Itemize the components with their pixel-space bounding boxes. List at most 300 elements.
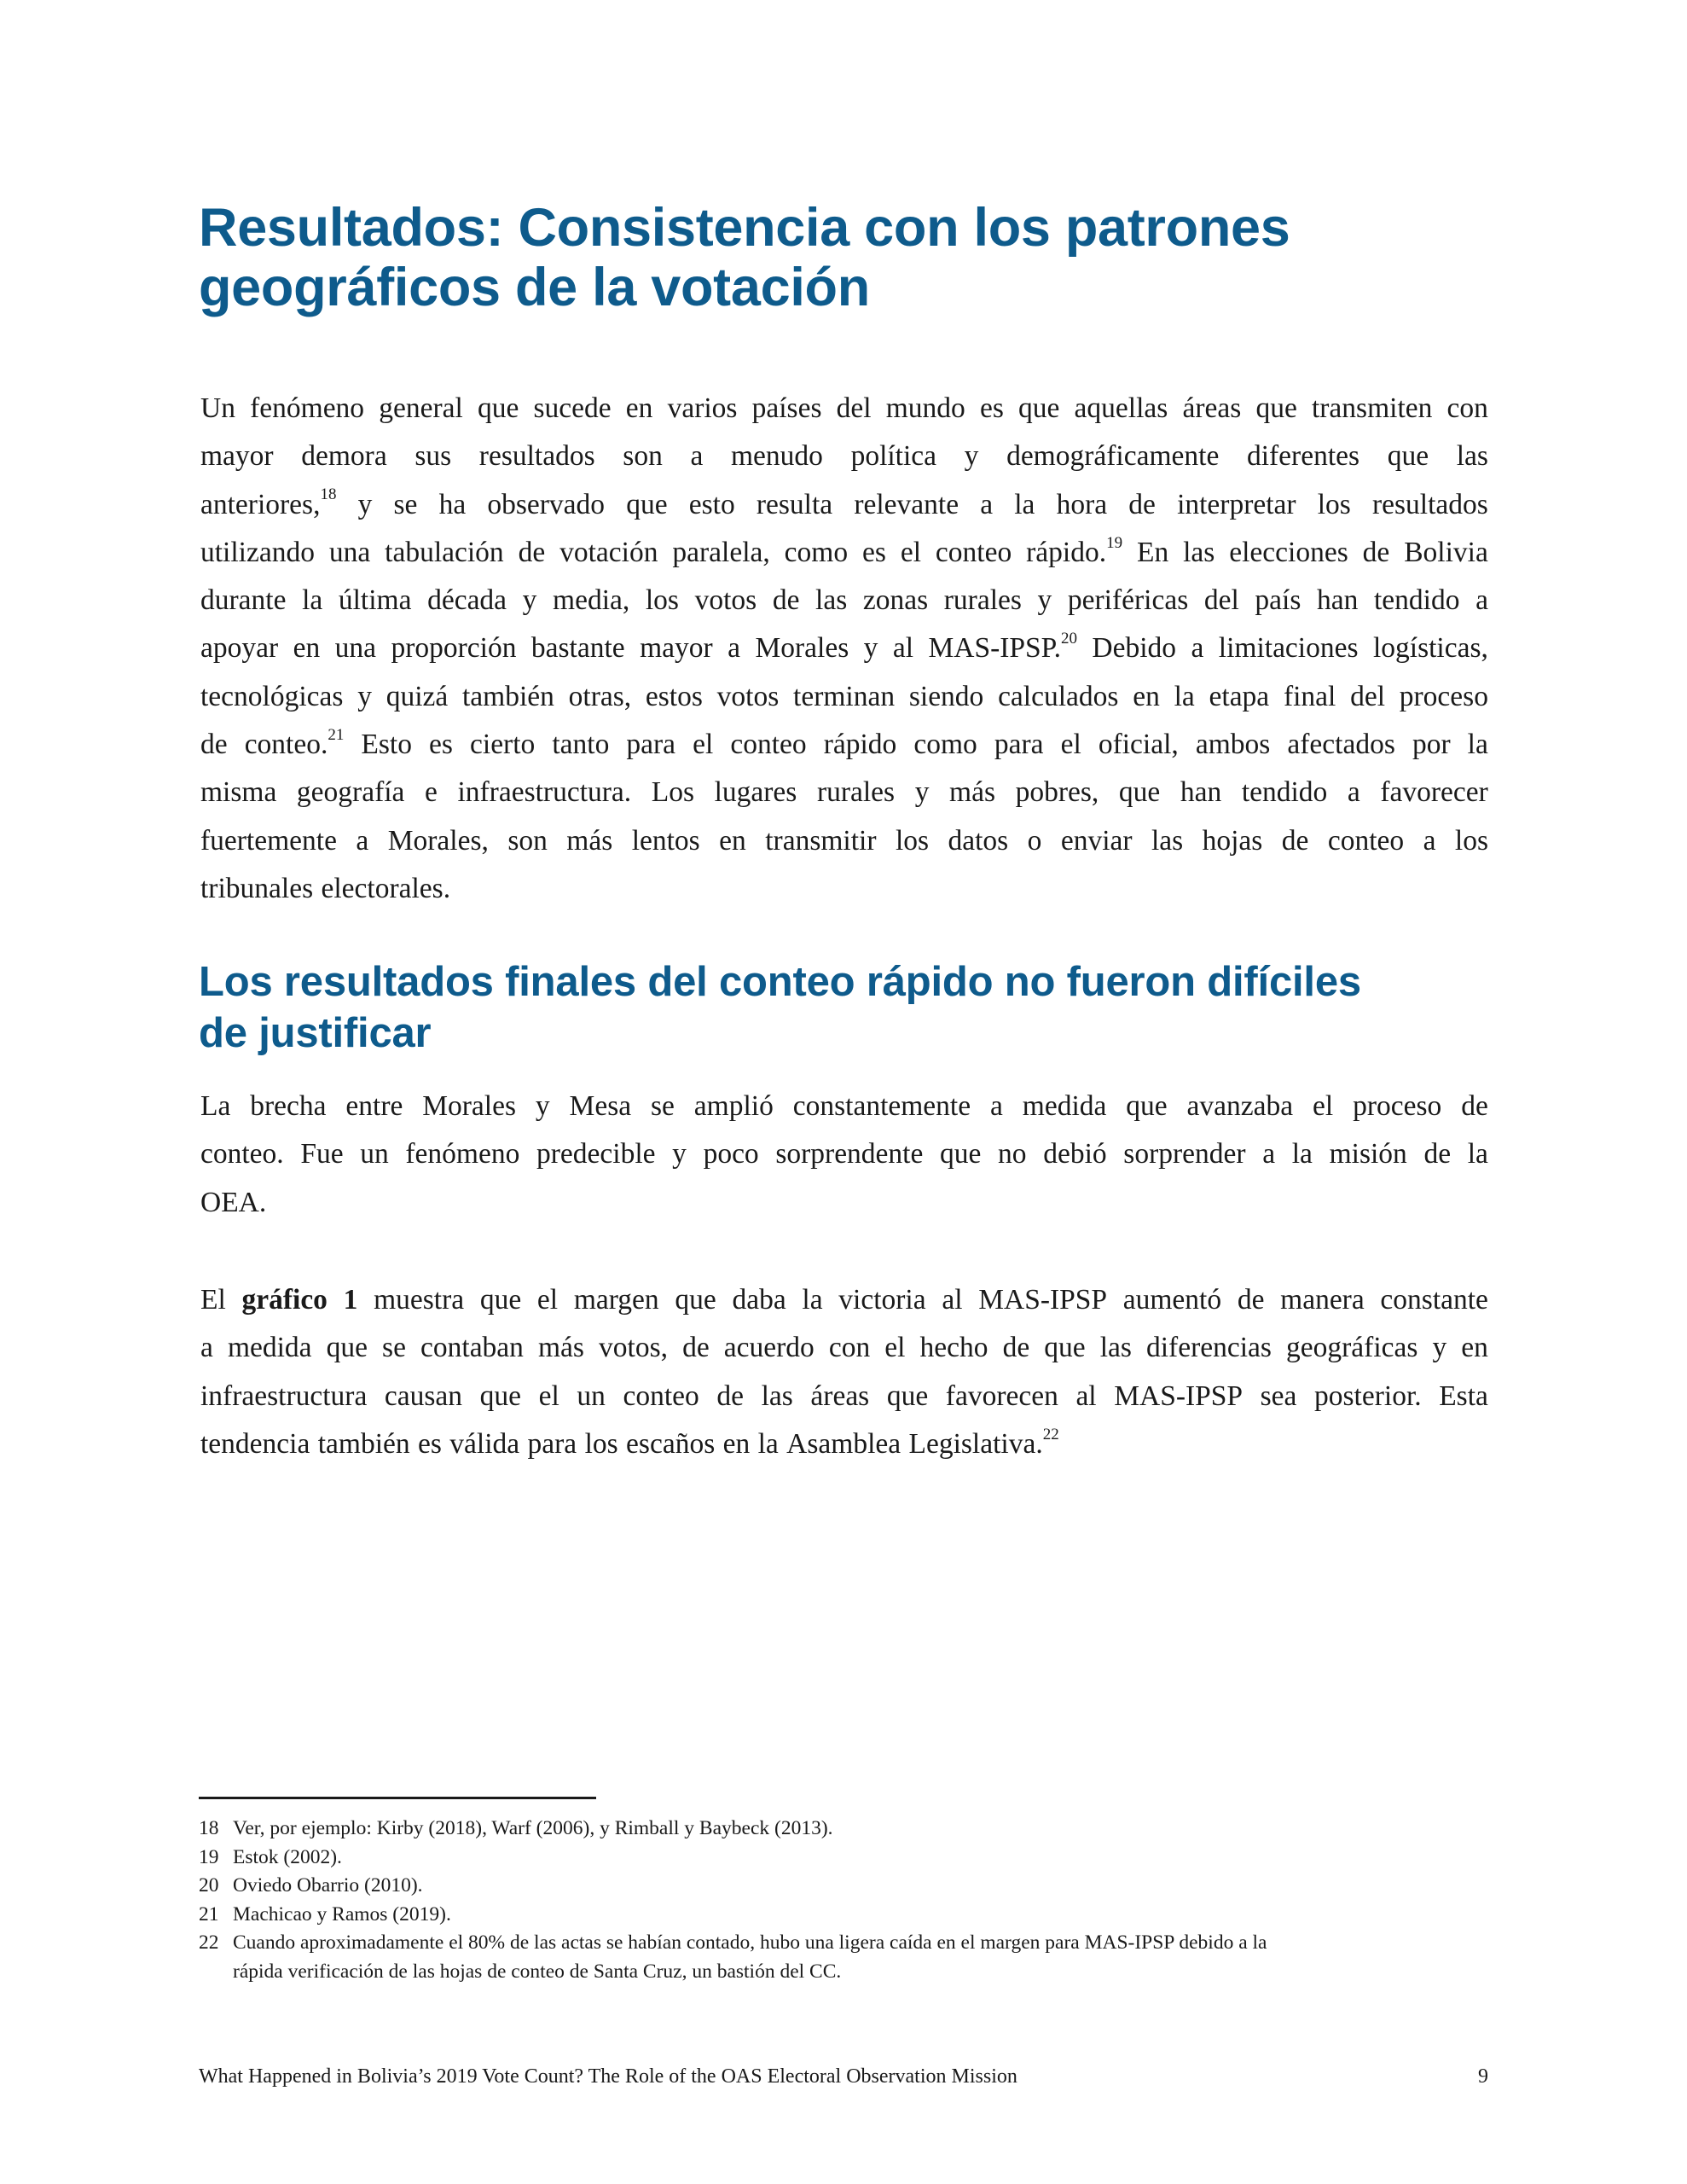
word: de [200, 729, 228, 761]
word: aumentó [1122, 1284, 1222, 1316]
word: al [892, 632, 914, 665]
word: las [1099, 1332, 1132, 1364]
word: en [1461, 1332, 1488, 1364]
footnote-reference[interactable]: 18 [320, 485, 337, 504]
word-group [388, 817, 489, 865]
word: demográficamente [1006, 440, 1220, 473]
word-group [946, 1373, 1058, 1420]
word: son [507, 824, 548, 857]
word-group [1400, 673, 1488, 721]
word-group [1123, 1276, 1221, 1324]
word-group [519, 529, 546, 577]
word: la [1014, 488, 1035, 520]
word-group [245, 721, 345, 769]
word-group [1282, 817, 1309, 865]
word: los [1317, 488, 1351, 520]
word: medida [227, 1332, 312, 1364]
text-line [200, 1420, 1488, 1468]
word: que [940, 1138, 982, 1170]
word: a [1423, 824, 1436, 857]
word: al [1075, 1380, 1097, 1412]
word: daba [732, 1284, 786, 1316]
word: etapa [1209, 680, 1270, 712]
word: estos [645, 680, 703, 712]
word-group [507, 817, 548, 865]
word: interpretar [1177, 488, 1296, 520]
word: medida [1022, 1090, 1107, 1122]
word: a [980, 488, 994, 520]
word-group [1068, 577, 1188, 624]
word: Los [651, 776, 694, 809]
word-group [385, 1373, 462, 1420]
word: MAS-IPSP [1114, 1380, 1244, 1412]
word-group [200, 673, 343, 721]
word: por [1412, 729, 1451, 761]
word: e [425, 776, 438, 809]
word-group [1099, 721, 1179, 769]
word: anteriores, [200, 488, 321, 520]
footnote-number: 21 [199, 1902, 219, 1926]
word: resulta [756, 488, 833, 520]
word-group [523, 577, 537, 624]
word-group [854, 481, 959, 529]
word-group [695, 577, 757, 624]
word-group [646, 673, 703, 721]
word-group [994, 721, 1044, 769]
word: Mesa [569, 1090, 632, 1122]
word: final [1283, 680, 1336, 712]
word: predecible [536, 1138, 656, 1170]
word-group [998, 673, 1118, 721]
word: es [979, 392, 1004, 424]
word-group [536, 1130, 656, 1178]
word: de [1002, 1332, 1030, 1364]
word: misión [1329, 1138, 1407, 1170]
word: causan [384, 1380, 463, 1412]
word: quizá [386, 680, 449, 712]
word-group [851, 433, 936, 480]
word: Esto [361, 729, 412, 761]
word-group [793, 1083, 971, 1130]
word: es [429, 729, 453, 761]
word-group [837, 385, 872, 433]
subsection-title-line: de justificar [199, 1010, 432, 1056]
word-group [1182, 385, 1241, 433]
word: sorprender [1123, 1138, 1246, 1170]
word: afectados [1287, 729, 1395, 761]
word: sus [415, 440, 452, 473]
word: a [728, 632, 741, 665]
word-group [909, 673, 983, 721]
word: fenómeno [250, 392, 365, 424]
word: Asamblea [786, 1427, 901, 1460]
paragraph-geographic-patterns [200, 385, 1488, 913]
text-line [200, 1179, 1488, 1227]
word: muestra [374, 1284, 465, 1316]
word: manera [1280, 1284, 1365, 1316]
word: del [836, 392, 872, 424]
footnote-22 [199, 1929, 1495, 1986]
word-group [773, 577, 800, 624]
word: zonas [862, 584, 929, 617]
word: cierto [470, 729, 536, 761]
word: de [772, 584, 800, 617]
word: conteo. [244, 729, 328, 761]
word: de [682, 1332, 710, 1364]
word-group [623, 433, 663, 480]
word-group [386, 673, 449, 721]
word-group [913, 721, 977, 769]
word-group [802, 1276, 822, 1324]
word-group [200, 721, 228, 769]
word-group [626, 721, 675, 769]
word-group [717, 673, 780, 721]
word: debió [1043, 1138, 1107, 1170]
word: la [1467, 729, 1488, 761]
word: rápido [823, 729, 897, 761]
word-group [1353, 1083, 1441, 1130]
word: y [672, 1138, 687, 1170]
word: áreas [1182, 392, 1242, 424]
footnote-text [233, 1872, 1495, 1901]
word-group [200, 1276, 226, 1324]
word: que [1387, 440, 1429, 473]
word-group [1123, 1130, 1245, 1178]
word-group [948, 817, 1008, 865]
word: oficial, [1098, 729, 1179, 761]
word: MAS-IPSP. [928, 632, 1061, 665]
word-group [731, 433, 823, 480]
word: en [1133, 680, 1160, 712]
word-group [1016, 769, 1099, 816]
word-group [1183, 529, 1215, 577]
word-group [689, 481, 735, 529]
word: es [862, 536, 886, 568]
word-group [480, 1373, 521, 1420]
text-line [200, 1083, 1488, 1130]
text-line [200, 1276, 1488, 1324]
text-line [200, 673, 1488, 721]
word-group [318, 1420, 410, 1468]
word-group [1374, 577, 1459, 624]
word-group [1026, 529, 1122, 577]
word-group [297, 769, 404, 816]
word-group [462, 673, 554, 721]
word: Un [200, 392, 235, 424]
word-group [1204, 577, 1239, 624]
word: geográficas [1286, 1332, 1418, 1364]
word: rurales [943, 584, 1022, 617]
word-group [915, 769, 930, 816]
word-group [422, 1083, 516, 1130]
footnote-number: 20 [199, 1874, 219, 1896]
word: y [1037, 584, 1052, 617]
word: de [1423, 1138, 1452, 1170]
word-group [1286, 1324, 1417, 1372]
word: resultados [1371, 488, 1488, 520]
word-group [415, 433, 451, 480]
word: general [379, 392, 463, 424]
word-group [200, 769, 276, 816]
word: mayor [200, 440, 274, 473]
word-group [300, 1130, 343, 1178]
word-group [862, 529, 886, 577]
word-group [405, 1130, 519, 1178]
word-group [1146, 1324, 1272, 1372]
word: tabulación [385, 536, 504, 568]
word: no [998, 1138, 1027, 1170]
word: la [1291, 1138, 1313, 1170]
word: proceso [1399, 680, 1488, 712]
word: contaban [420, 1332, 524, 1364]
word-group [577, 1373, 606, 1420]
word-group [693, 721, 713, 769]
word-group [528, 1420, 577, 1468]
word-group [228, 1324, 312, 1372]
footnote-text [233, 1844, 1495, 1873]
word: de [518, 536, 546, 568]
word: lugares [714, 776, 797, 809]
word-group [374, 1276, 464, 1324]
word-group [429, 721, 453, 769]
word-group [250, 385, 364, 433]
word-group [382, 1324, 406, 1372]
word-group [1014, 481, 1035, 529]
footnote-line: rápida verificación de las hojas de conteo de Santa Cruz, un bastión del CC. [233, 1960, 842, 1983]
word-group [909, 1420, 1059, 1468]
word: del [1203, 584, 1239, 617]
word-group [480, 1276, 521, 1324]
word: ambos [1195, 729, 1271, 761]
word-group [672, 1130, 687, 1178]
word-group [1219, 624, 1359, 672]
word: relevante [854, 488, 959, 520]
word: las [1183, 536, 1215, 568]
word-group [940, 1130, 981, 1178]
word: tendencia [200, 1427, 310, 1460]
word: mundo [885, 392, 965, 424]
word: constantemente [792, 1090, 971, 1122]
footnote-text [233, 1815, 1495, 1844]
word: los [645, 584, 679, 617]
word-group [1177, 481, 1296, 529]
word-group [1262, 1130, 1275, 1178]
bold-text: gráfico [241, 1284, 328, 1316]
word-group [758, 1420, 779, 1468]
word-group [1247, 433, 1359, 480]
word-group [1255, 385, 1296, 433]
word: a [356, 824, 369, 857]
word-group [815, 577, 847, 624]
word-group [1439, 1373, 1488, 1420]
word: hora [1056, 488, 1108, 520]
word-group [569, 673, 632, 721]
word-group [570, 1083, 632, 1130]
word-group [1404, 529, 1488, 577]
word: que [675, 1284, 716, 1316]
word: conteo [730, 729, 807, 761]
paragraph-chart-reference [200, 1276, 1488, 1468]
word: elecciones [1229, 536, 1348, 568]
text-line [200, 817, 1488, 865]
word: Esta [1439, 1380, 1488, 1412]
word-group [241, 1276, 327, 1324]
word: datos [948, 824, 1009, 857]
word: a [1347, 776, 1360, 809]
word-group [1018, 385, 1059, 433]
word: conteo [935, 536, 1012, 568]
text-line [200, 577, 1488, 624]
word-group [1468, 721, 1488, 769]
word: de [1128, 488, 1156, 520]
word-group [1455, 817, 1488, 865]
word-group [1203, 817, 1263, 865]
word: con [828, 1332, 871, 1364]
word-group [690, 433, 703, 480]
word: los [1454, 824, 1488, 857]
word: amplió [693, 1090, 774, 1122]
word: tanto [552, 729, 610, 761]
word-group [1028, 817, 1042, 865]
word-group [200, 1083, 230, 1130]
word: siendo [908, 680, 984, 712]
word-group [293, 624, 321, 672]
word: en [722, 1427, 751, 1460]
footnote-reference[interactable]: 21 [328, 725, 345, 744]
word-group [538, 1324, 584, 1372]
word-group [724, 1324, 815, 1372]
word: en [719, 824, 746, 857]
word-group [574, 1276, 659, 1324]
word: conteo [623, 1380, 699, 1412]
word: Legislativa. [908, 1427, 1043, 1460]
word: MAS-IPSP [978, 1284, 1108, 1316]
word-group [200, 624, 278, 672]
word-group [719, 817, 746, 865]
word-group [1238, 1276, 1265, 1324]
word: política [850, 440, 937, 473]
word-group [824, 721, 897, 769]
word: hecho [919, 1332, 988, 1364]
word-group [339, 577, 412, 624]
word: país [1255, 584, 1301, 617]
word-group [1423, 1130, 1451, 1178]
footnote-reference[interactable]: 22 [1042, 1425, 1059, 1443]
word: que [479, 1284, 522, 1316]
word-group [810, 1373, 869, 1420]
word-group [537, 1276, 558, 1324]
word: tendido [1241, 776, 1328, 809]
word-group [479, 433, 595, 480]
word-group [1475, 577, 1488, 624]
word-group [1380, 1276, 1488, 1324]
word-group [559, 529, 658, 577]
footnote-reference[interactable]: 19 [1106, 533, 1123, 552]
footnote-number: 19 [199, 1845, 219, 1868]
word: también [461, 680, 554, 712]
word: que [1255, 392, 1297, 424]
word: el [538, 1380, 559, 1412]
word: favorecen [945, 1380, 1058, 1412]
word: calculados [998, 680, 1119, 712]
text-line [200, 865, 1488, 913]
word: En [1137, 536, 1169, 568]
word-group [357, 673, 372, 721]
word-group [864, 624, 878, 672]
section-title-line: geográficos de la votación [199, 258, 870, 317]
word-group [250, 1083, 326, 1130]
word-group [1447, 385, 1488, 433]
word: lentos [631, 824, 700, 857]
word: el [1313, 1090, 1334, 1122]
footnote-separator [199, 1797, 596, 1799]
word-group [1061, 721, 1081, 769]
word: otras, [568, 680, 632, 712]
word-group [425, 769, 438, 816]
word: que [326, 1332, 368, 1364]
word: los [895, 824, 930, 857]
text-line [200, 1130, 1488, 1178]
word: votos, [599, 1332, 669, 1364]
footnote-reference[interactable]: 20 [1060, 630, 1077, 648]
word-group [1457, 433, 1488, 480]
word-group [566, 817, 612, 865]
word: un [360, 1138, 389, 1170]
word: paralela, [672, 536, 770, 568]
word-group [1348, 769, 1360, 816]
word: de [716, 1380, 745, 1412]
word: logísticas, [1372, 632, 1488, 665]
word-group [990, 1083, 1003, 1130]
word: hojas [1202, 824, 1263, 857]
word: periféricas [1067, 584, 1189, 617]
word-group [420, 1324, 524, 1372]
word-group [732, 1276, 786, 1324]
word: de [1461, 1090, 1488, 1122]
word: la [1174, 680, 1195, 712]
word-group [302, 577, 322, 624]
word-group [1350, 673, 1385, 721]
word: más [538, 1332, 584, 1364]
word: como [913, 729, 977, 761]
word-group [1187, 1083, 1294, 1130]
word-group [626, 385, 653, 433]
word-group [755, 624, 849, 672]
word-group [1312, 385, 1432, 433]
word: un [577, 1380, 606, 1412]
word: acuerdo [723, 1332, 815, 1364]
word-group [1461, 1324, 1488, 1372]
word-group [884, 1324, 905, 1372]
word-group [1380, 769, 1487, 816]
word-group [1180, 769, 1221, 816]
word: al [942, 1284, 963, 1316]
word-group [1314, 1373, 1422, 1420]
word: y [357, 488, 373, 520]
word: posterior. [1314, 1380, 1422, 1412]
word: escaños [626, 1427, 716, 1460]
word-group [1287, 721, 1394, 769]
word: media, [553, 584, 630, 617]
section-title-line: Resultados: Consistencia con los patrones [199, 198, 1290, 258]
word-group [418, 1420, 442, 1468]
word: más [566, 824, 613, 857]
word: son [623, 440, 663, 473]
word-group [1432, 1324, 1446, 1372]
word-group [1412, 721, 1451, 769]
word-group [942, 1276, 962, 1324]
word: rápido. [1026, 536, 1107, 568]
